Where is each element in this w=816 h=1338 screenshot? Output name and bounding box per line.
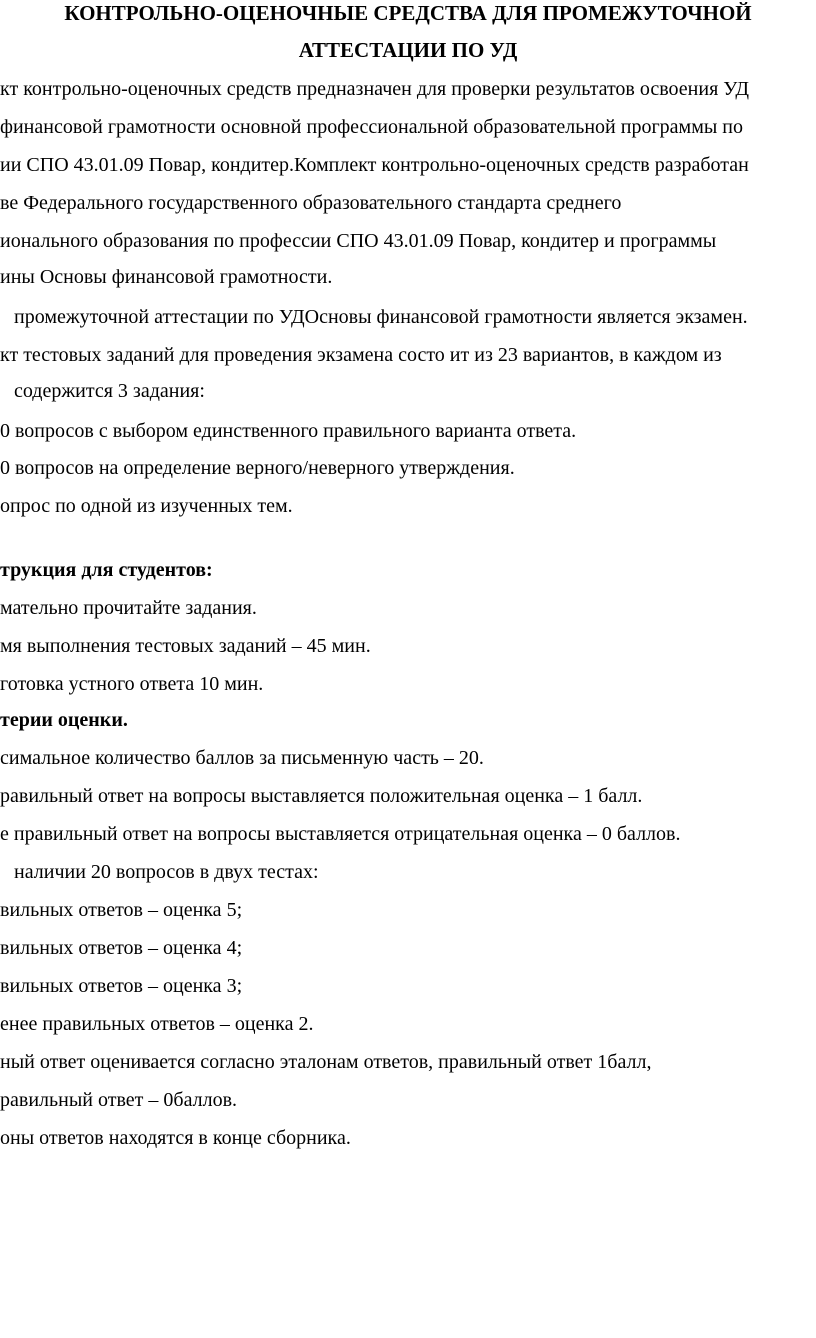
criteria-item: наличии 20 вопросов в двух тестах: xyxy=(14,861,319,883)
criteria-item: вильных ответов – оценка 5; xyxy=(0,899,243,921)
document-title-line-1: КОНТРОЛЬНО-ОЦЕНОЧНЫЕ СРЕДСТВА ДЛЯ ПРОМЕЖУТОЧНОЙ xyxy=(64,1,752,25)
intro-line: кт контрольно-оценочных средств предназначен для проверки результатов освоения УД xyxy=(0,78,750,100)
intro-line: ве Федерального государственного образовательного стандарта среднего xyxy=(0,192,622,214)
intro-line: ины Основы финансовой грамотности. xyxy=(0,266,333,288)
intro-line: 0 вопросов с выбором единственного правильного варианта ответа. xyxy=(0,420,577,442)
intro-line: ионального образования по профессии СПО 43.01.09 Повар, кондитер и программы xyxy=(0,230,717,252)
intro-line: финансовой грамотности основной профессиональной образовательной программы по xyxy=(0,116,743,138)
criteria-item: равильный ответ – 0баллов. xyxy=(0,1089,238,1111)
criteria-item: вильных ответов – оценка 4; xyxy=(0,937,243,959)
instruction-item: готовка устного ответа 10 мин. xyxy=(0,673,264,695)
intro-line: 0 вопросов на определение верного/неверного утверждения. xyxy=(0,457,515,479)
criteria-item: енее правильных ответов – оценка 2. xyxy=(0,1013,314,1035)
criteria-item: симальное количество баллов за письменную часть – 20. xyxy=(0,747,484,769)
criteria-item: е правильный ответ на вопросы выставляется отрицательная оценка – 0 баллов. xyxy=(0,823,681,845)
intro-line: кт тестовых заданий для проведения экзамена состо ит из 23 вариантов, в каждом из xyxy=(0,344,722,366)
instruction-item: мательно прочитайте задания. xyxy=(0,597,257,619)
criteria-item: ный ответ оценивается согласно эталонам ответов, правильный ответ 1балл, xyxy=(0,1051,652,1073)
intro-line: ии СПО 43.01.09 Повар, кондитер.Комплект контрольно-оценочных средств разработан xyxy=(0,154,749,176)
intro-line: содержится 3 задания: xyxy=(14,380,205,402)
document-title-line-2: АТТЕСТАЦИИ ПО УД xyxy=(298,38,518,62)
intro-line: промежуточной аттестации по УДОсновы финансовой грамотности является экзамен. xyxy=(14,306,748,328)
instruction-heading: трукция для студентов: xyxy=(0,559,213,581)
criteria-heading: терии оценки. xyxy=(0,709,128,731)
instruction-item: мя выполнения тестовых заданий – 45 мин. xyxy=(0,635,371,657)
intro-line: опрос по одной из изученных тем. xyxy=(0,495,293,517)
criteria-item: вильных ответов – оценка 3; xyxy=(0,975,243,997)
criteria-item: оны ответов находятся в конце сборника. xyxy=(0,1127,351,1149)
criteria-item: равильный ответ на вопросы выставляется положительная оценка – 1 балл. xyxy=(0,785,643,807)
